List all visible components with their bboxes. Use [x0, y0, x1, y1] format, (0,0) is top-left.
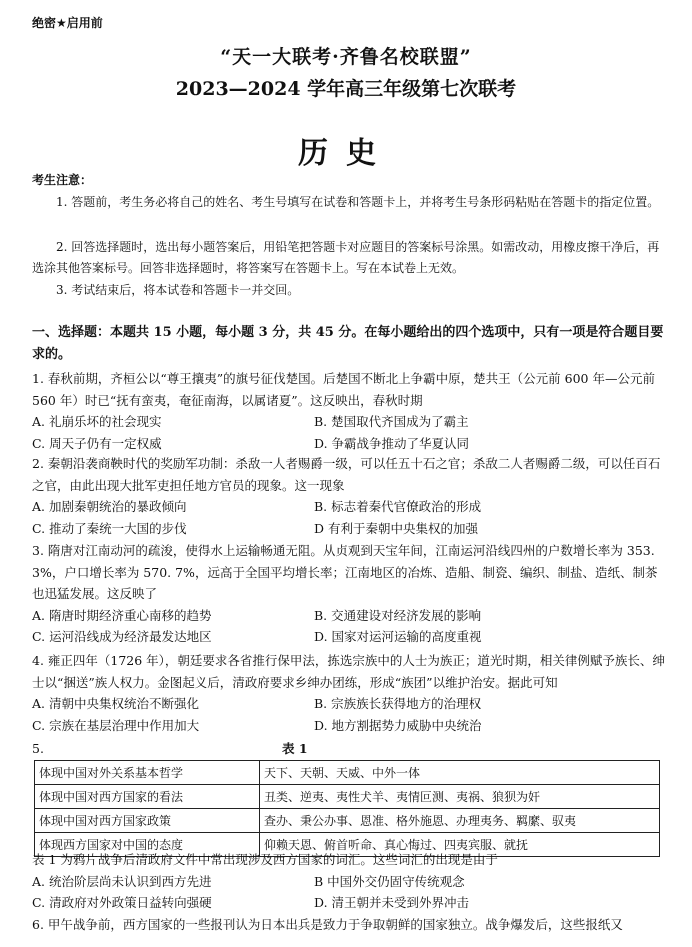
option-b: B. 宗族族长获得地方的治理权: [314, 696, 482, 711]
question-stem: 表 1 为鸦片战争后清政府文件中常出现涉及西方国家的词汇。这些词汇的出现是由于: [32, 852, 498, 867]
table-cell: 体现中国对西方国家的看法: [35, 785, 260, 809]
table-row: [35, 809, 660, 833]
section-heading: 一、选择题：本题共 15 小题，每小题 3 分，共 45 分。在每小题给出的四个选项中，只有一项是符合题目要求的。: [32, 325, 664, 362]
question-number: 5.: [32, 741, 44, 756]
table-row: [35, 761, 660, 785]
question-stem: 3. 隋唐对江南动河的疏浚，使得水上运输畅通无阻。从贞观到天宝年间，江南运河沿线四州的户数增长率为 353. 3%，户口增长率为 570. 7%，远高于全国平均增长率；江南地区的冶炼、造船、制瓷、编织、制盐、造纸、制茶也迅猛发展。这反映了: [32, 543, 658, 601]
question-4: [32, 650, 666, 736]
question-5: [32, 849, 666, 914]
option-list: [32, 496, 666, 539]
option-list: [32, 693, 666, 736]
exam-session-title: 2023—2024 学年高三年级第七次联考: [175, 78, 517, 100]
option-d: D. 争霸战争推动了华夏认同: [314, 435, 470, 451]
option-a: A. 清朝中央集权统治不断强化: [32, 696, 199, 711]
option-a: A. 礼崩乐坏的社会现实: [32, 414, 162, 429]
option-a: A. 统治阶层尚未认识到西方先进: [32, 873, 212, 889]
option-c: C. 清政府对外政策日益转向强硬: [32, 895, 212, 910]
option-a: A. 加剧秦朝统治的暴政倾向: [32, 499, 187, 514]
option-a: A. 隋唐时期经济重心南移的趋势: [32, 607, 212, 623]
table-cell: 查办、秉公办事、恩准、格外施恩、办理夷务、羁縻、驭夷: [260, 809, 660, 833]
option-d: D. 清王朝并未受到外界冲击: [314, 895, 470, 910]
option-d: D. 地方割据势力威胁中央统治: [314, 717, 482, 733]
table-cell: 体现中国对外关系基本哲学: [35, 761, 260, 785]
question-stem: 2. 秦朝沿袭商鞅时代的奖励军功制：杀敌一人者赐爵一级，可以任五十石之官；杀敌二人者赐爵二级，可以任百石之官，由此出现大批军吏担任地方官员的现象。这一现象: [32, 456, 661, 493]
option-c: C. 推动了秦统一大国的步伐: [32, 520, 187, 536]
option-list: [32, 605, 666, 648]
exam-union-title: “天一大联考·齐鲁名校联盟”: [220, 46, 472, 68]
question-1: [32, 368, 666, 454]
notice-item-2: 2. 回答选择题时，选出每小题答案后，用铅笔把答题卡对应题目的答案标号涂黑。如需改动，用橡皮擦干净后，再选涂其他答案标号。回答非选择题时，将答案写在答题卡上。写在本试卷上无效。: [32, 240, 660, 275]
option-b: B. 标志着秦代官僚政治的形成: [314, 499, 482, 514]
question-stem: 6. 甲午战争前，西方国家的一些报刊认为日本出兵是致力于争取朝鲜的国家独立。战争爆发后，这些报纸又: [32, 917, 623, 932]
table-caption: 表 1: [282, 741, 308, 756]
option-c: C. 周天子仍有一定权威: [32, 435, 162, 451]
vocabulary-table: [34, 760, 660, 857]
question-2: [32, 453, 666, 539]
option-b: B 中国外交仍固守传统观念: [314, 873, 465, 889]
question-3: [32, 540, 666, 648]
subject-title: 历史: [298, 136, 394, 171]
table-cell: 天下、天朝、天威、中外一体: [260, 761, 660, 785]
table-row: [35, 785, 660, 809]
confidential-label: 绝密★启用前: [32, 16, 103, 30]
option-c: C. 宗族在基层治理中作用加大: [32, 717, 200, 733]
option-list: [32, 871, 666, 914]
notice-item-1: 1. 答题前，考生务必将自己的姓名、考生号填写在试卷和答题卡上，并将考生号条形码粘贴在答题卡的指定位置。: [56, 195, 660, 209]
table-cell: 体现中国对西方国家政策: [35, 809, 260, 833]
option-d: D. 国家对运河运输的高度重视: [314, 629, 482, 644]
option-c: C. 运河沿线成为经济最发达地区: [32, 629, 212, 644]
question-stem: 4. 雍正四年（1726 年），朝廷要求各省推行保甲法，拣选宗族中的人士为族正；道光时期，相关律例赋予族长、绅士以“捆送”族人权力。金图起义后，清政府要求乡绅办团练，形成“族团”以维护治安。据此可知: [32, 653, 665, 690]
option-b: B. 交通建设对经济发展的影响: [314, 607, 482, 623]
table-cell: 丑类、逆夷、夷性犬羊、夷情叵测、夷祸、狼狈为奸: [260, 785, 660, 809]
option-d: D 有利于秦朝中央集权的加强: [314, 520, 478, 536]
question-5-header: [32, 738, 666, 760]
notice-item-3: 3. 考试结束后，将本试卷和答题卡一并交回。: [56, 283, 300, 297]
notice-heading: 考生注意：: [32, 173, 93, 187]
table-cell: 体现西方国家对中国的态度: [35, 833, 260, 857]
question-6: [32, 914, 666, 936]
table-cell: 仰赖天恩、俯首听命、真心悔过、四夷宾服、就抚: [260, 833, 660, 857]
question-stem: 1. 春秋前期，齐桓公以“尊王攘夷”的旗号征伐楚国。后楚国不断北上争霸中原，楚共王（公元前 600 年—公元前 560 年）时已“抚有蛮夷，奄征南海，以属诸夏”。这反映出，春秋时期: [32, 371, 655, 408]
option-b: B. 楚国取代齐国成为了霸主: [314, 414, 469, 429]
option-list: [32, 411, 666, 454]
